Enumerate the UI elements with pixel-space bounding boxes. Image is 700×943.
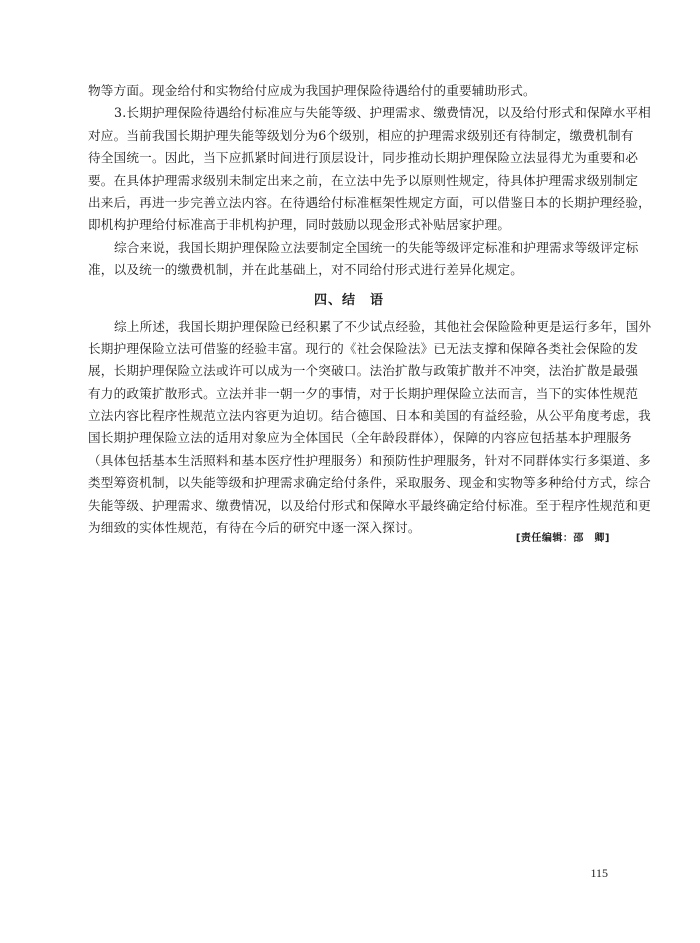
paragraph xyxy=(88,316,652,540)
text-line: 物等方面。现金给付和实物给付应成为我国护理保险待遇给付的重要辅助形式。 xyxy=(88,83,536,98)
text-line: 类型筹资机制，以失能等级和护理需求确定给付条件，采取服务、现金和实物等多种给付方式，综合 xyxy=(88,475,651,491)
text-line: 要。在具体护理需求级别未制定出来之前，在立法中先予以原则性规定，待具体护理需求级别制定 xyxy=(88,172,639,188)
text-line: 展，长期护理保险立法或许可以成为一个突破口。法治扩散与政策扩散并不冲突，法治扩散是最强 xyxy=(88,363,639,379)
text-line: 国长期护理保险立法的适用对象应为全体国民（全年龄段群体），保障的内容应包括基本护理服务 xyxy=(88,430,632,446)
text-line: 立法内容比程序性规范立法内容更为迫切。结合德国、日本和美国的有益经验，从公平角度考虑，我 xyxy=(88,408,651,424)
paragraph xyxy=(88,102,651,236)
text-line: 待全国统一。因此，当下应抓紧时间进行顶层设计，同步推动长期护理保险立法显得尤为重要和必 xyxy=(88,150,639,166)
section-heading: 四、结 语 xyxy=(313,292,384,308)
text-line: 即机构护理给付标准高于非机构护理，同时鼓励以现金形式补贴居家护理。 xyxy=(88,217,511,233)
text-line: 综合来说，我国长期护理保险立法要制定全国统一的失能等级评定标准和护理需求等级评定标 xyxy=(114,239,639,255)
paragraph xyxy=(88,237,639,282)
text-line: 综上所述，我国长期护理保险已经积累了不少试点经验，其他社会保险险种更是运行多年，国外 xyxy=(114,318,652,334)
page-body xyxy=(88,80,652,539)
text-line: 对应。当前我国长期护理失能等级划分为6个级别，相应的护理需求级别还有待制定，缴费机制有 xyxy=(88,127,634,143)
text-line: 准，以及统一的缴费机制，并在此基础上，对不同给付形式进行差异化规定。 xyxy=(88,262,523,278)
text-line: 出来后，再进一步完善立法内容。在待遇给付标准框架性规定方面，可以借鉴日本的长期护理经验， xyxy=(88,194,651,210)
paragraph xyxy=(88,80,610,102)
text-line: 长期护理保险立法可借鉴的经验丰富。现行的《社会保险法》已无法支撑和保障各类社会保险的发 xyxy=(88,340,639,356)
responsible-editor-note: [责任编辑：邵 卿] xyxy=(515,533,610,544)
text-line: 失能等级、护理需求、缴费情况，以及给付形式和保障水平最终确定给付标准。至于程序性规范和更 xyxy=(88,497,651,513)
text-line: 为细致的实体性规范，有待在今后的研究中逐一深入探讨。 xyxy=(88,520,421,536)
text-line: 3.长期护理保险待遇给付标准应与失能等级、护理需求、缴费情况，以及给付形式和保障水平相 xyxy=(114,105,651,121)
text-line: （具体包括基本生活照料和基本医疗性护理服务）和预防性护理服务，针对不同群体实行多渠道、多 xyxy=(88,452,651,468)
text-line: 有力的政策扩散形式。立法并非一朝一夕的事情，对于长期护理保险立法而言，当下的实体性规范 xyxy=(88,385,639,401)
page-number: 115 xyxy=(590,866,608,880)
